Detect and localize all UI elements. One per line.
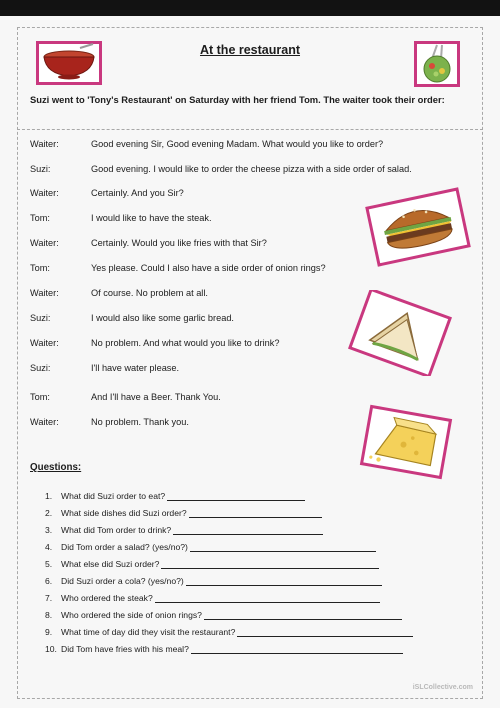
speaker-label: Suzi:: [30, 164, 51, 174]
question-number: 2.: [45, 508, 53, 518]
question-row: [45, 644, 403, 654]
questions-heading: Questions:: [30, 462, 82, 473]
question-row: [45, 491, 305, 501]
speaker-label: Tom:: [30, 213, 50, 223]
speaker-label: Waiter:: [30, 417, 59, 427]
question-number: 3.: [45, 525, 53, 535]
answer-blank[interactable]: [191, 644, 403, 654]
question-text: What else did Suzi order?: [61, 559, 160, 569]
question-text: What time of day did they visit the restaurant?: [61, 627, 236, 637]
question-number: 6.: [45, 576, 53, 586]
answer-blank[interactable]: [189, 508, 322, 518]
speaker-label: Waiter:: [30, 288, 59, 298]
dialogue-line: Certainly. And you Sir?: [91, 188, 184, 198]
question-text: Did Tom have fries with his meal?: [61, 644, 189, 654]
dialogue-line: I'll have water please.: [91, 363, 180, 373]
answer-blank[interactable]: [173, 525, 323, 535]
intro-text: Suzi went to 'Tony's Restaurant' on Saturday with her friend Tom. The waiter took their order:: [30, 94, 445, 105]
question-row: [45, 559, 379, 569]
answer-blank[interactable]: [155, 593, 380, 603]
burger-icon: [362, 186, 474, 268]
speaker-label: Tom:: [30, 263, 50, 273]
speaker-label: Waiter:: [30, 238, 59, 248]
dialogue-line: I would also like some garlic bread.: [91, 313, 234, 323]
question-text: Who ordered the side of onion rings?: [61, 610, 202, 620]
dialogue-line: No problem. Thank you.: [91, 417, 189, 427]
cheese-icon: [354, 403, 458, 481]
question-number: 1.: [45, 491, 53, 501]
question-row: [45, 525, 323, 535]
question-row: [45, 610, 402, 620]
question-number: 7.: [45, 593, 53, 603]
speaker-label: Tom:: [30, 392, 50, 402]
answer-blank[interactable]: [190, 542, 376, 552]
question-text: What did Suzi order to eat?: [61, 491, 166, 501]
question-text: Did Suzi order a cola? (yes/no?): [61, 576, 184, 586]
question-row: [45, 542, 376, 552]
speaker-label: Suzi:: [30, 313, 51, 323]
answer-blank[interactable]: [237, 627, 413, 637]
speaker-label: Waiter:: [30, 139, 59, 149]
answer-blank[interactable]: [167, 491, 305, 501]
question-number: 5.: [45, 559, 53, 569]
question-row: [45, 508, 322, 518]
question-number: 9.: [45, 627, 53, 637]
speaker-label: Waiter:: [30, 188, 59, 198]
question-row: [45, 627, 413, 637]
watermark-footer: iSLCollective.com: [412, 684, 473, 691]
dialogue-line: I would like to have the steak.: [91, 213, 212, 223]
question-number: 4.: [45, 542, 53, 552]
sandwich-icon: [344, 290, 456, 376]
intro-divider: [17, 129, 483, 130]
answer-blank[interactable]: [161, 559, 379, 569]
dialogue-line: And I'll have a Beer. Thank You.: [91, 392, 221, 402]
question-number: 8.: [45, 610, 53, 620]
top-dark-strip: [0, 0, 500, 16]
dialogue-line: No problem. And what would you like to drink?: [91, 338, 280, 348]
speaker-label: Waiter:: [30, 338, 59, 348]
question-text: Did Tom order a salad? (yes/no?): [61, 542, 188, 552]
speaker-label: Suzi:: [30, 363, 51, 373]
question-row: [45, 576, 382, 586]
question-number: 10.: [45, 644, 57, 654]
answer-blank[interactable]: [204, 610, 402, 620]
question-text: What side dishes did Suzi order?: [61, 508, 187, 518]
dialogue-line: Good evening Sir, Good evening Madam. What would you like to order?: [91, 139, 384, 149]
answer-blank[interactable]: [186, 576, 382, 586]
question-row: [45, 593, 380, 603]
dialogue-line: Of course. No problem at all.: [91, 288, 208, 298]
dialogue-line: Yes please. Could I also have a side order of onion rings?: [91, 263, 326, 273]
dialogue-line: Good evening. I would like to order the cheese pizza with a side order of salad.: [91, 164, 412, 174]
page-title: At the restaurant: [199, 43, 301, 57]
question-text: What did Tom order to drink?: [61, 525, 172, 535]
dialogue-line: Certainly. Would you like fries with that Sir?: [91, 238, 267, 248]
question-text: Who ordered the steak?: [61, 593, 153, 603]
